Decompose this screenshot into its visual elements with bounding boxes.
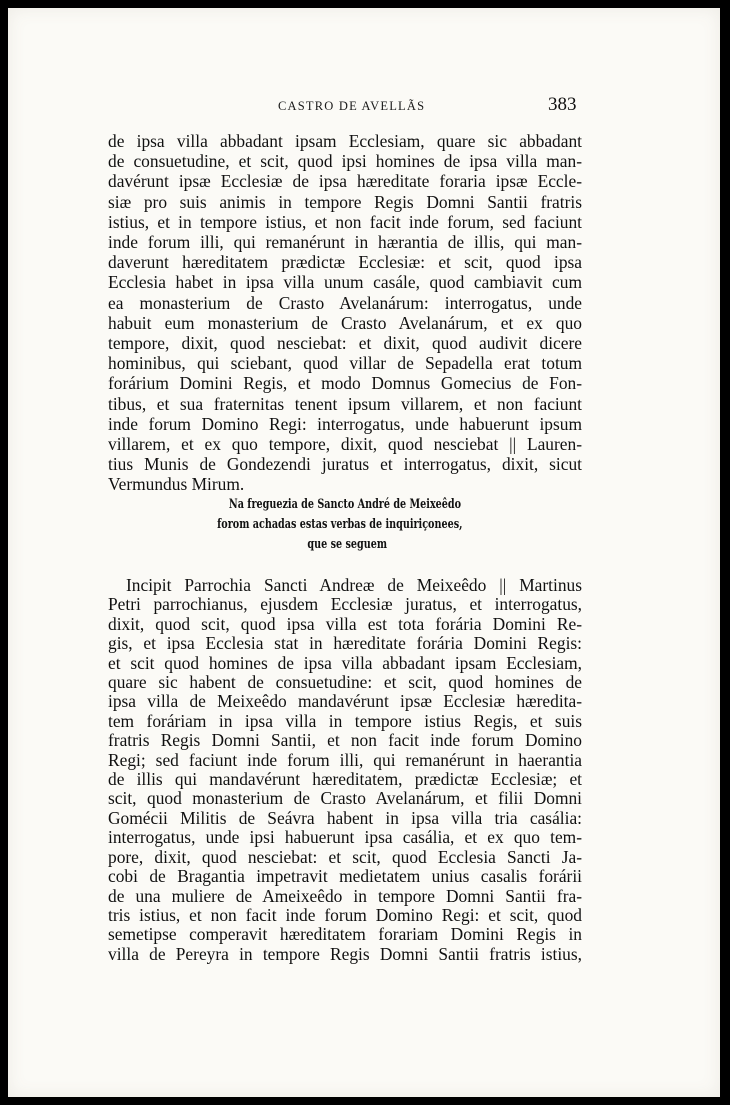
text-line: Incipit Parrochia Sancti Andreæ de Meixeêdo || Martinus [126, 575, 582, 595]
text-line: siæ pro suis animis in tempore Regis Domni Santii fratris [108, 191, 582, 212]
text-line: de illis qui mandavérunt hæreditatem, prædictæ Ecclesiæ; et [108, 769, 582, 790]
text-line: tris istius, et non facit inde forum Domino Regi: et scit, quod [108, 904, 582, 925]
section-heading-line: que se seguem [307, 537, 388, 552]
text-line: Gomécii Militis de Seávra habent in ipsa villa tria casália: [108, 807, 582, 828]
text-line: interrogatus, unde ipsi habuerunt ipsa casália, et ex quo tem- [108, 827, 582, 848]
text-line: ea monasterium de Crasto Avelanárum: interrogatus, unde [108, 292, 582, 313]
text-line: et scit quod homines de ipsa villa abbadant ipsam Ecclesiam, [108, 652, 582, 673]
text-line: scit, quod monasterium de Crasto Avelanárum, et filii Domni [108, 788, 582, 809]
running-head [8, 94, 720, 121]
text-line: davérunt ipsæ Ecclesiæ de ipsa hæreditate foraria ipsæ Eccle- [108, 171, 582, 192]
paragraph-castro-de-avellas [108, 131, 582, 495]
text-line: dixit, quod scit, quod ipsa villa est tota forária Domini Re- [108, 613, 582, 634]
text-line: Regi; sed faciunt inde forum illi, qui remanérunt in haerantia [108, 749, 582, 770]
text-line: istius, et in tempore istius, et non facit inde forum, sed faciunt [108, 211, 582, 232]
text-line: semetipse comperavit hæreditatem forariam Domini Regis in [108, 924, 582, 945]
page-number: 383 [548, 94, 577, 115]
section-heading [170, 495, 521, 555]
text-line: inde forum illi, qui remanérunt in hærantia de illis, qui man- [108, 232, 582, 253]
text-line: habuit eum monasterium de Crasto Avelanárum, et ex quo [108, 312, 582, 333]
text-line: tius Munis de Gondezendi juratus et interrogatus, dixit, sicut [108, 454, 582, 475]
text-line: ipsa villa de Meixeêdo mandavérunt ipsæ Ecclesiæ hæredita- [108, 691, 582, 712]
text-line: tibus, et sua fraternitas tenent ipsum villarem, et non faciunt [108, 393, 582, 414]
text-line: de ipsa villa abbadant ipsam Ecclesiam, quare sic abbadant [108, 131, 582, 151]
text-line: de una muliere de Ameixeêdo in tempore Domni Santii fra- [108, 885, 582, 906]
text-line: cobi de Bragantia impetravit medietatem unius casalis forárii [108, 866, 582, 887]
text-line: tempore, dixit, quod nesciebat: et dixit, quod audivit dicere [108, 333, 582, 354]
section-heading-line: forom achadas estas verbas de inquiriçonees, [217, 517, 463, 532]
text-line: fratris Regis Domni Santii, et non facit inde forum Domino [108, 730, 582, 751]
text-line: tem foráriam in ipsa villa in tempore istius Regis, et suis [108, 710, 582, 731]
text-line: villa de Pereyra in tempore Regis Domni Santii fratris istius, [108, 943, 582, 964]
text-line: daverunt hæreditatem prædictæ Ecclesiæ: et scit, quod ipsa [108, 252, 582, 273]
text-line: forárium Domini Regis, et modo Domnus Gomecius de Fon- [108, 373, 582, 394]
running-title: CASTRO DE AVELLÃS [278, 99, 426, 113]
text-line: quare sic habent de consuetudine: et scit, quod homines de [108, 672, 582, 693]
text-line: Ecclesia habet in ipsa villa unum casále, quod cambiavit cum [108, 272, 582, 293]
text-line: hominibus, qui sciebant, quod villar de Sepadella erat totum [108, 353, 582, 374]
text-line: de consuetudine, et scit, quod ipsi homines de ipsa villa man- [108, 151, 582, 172]
book-page [8, 8, 720, 1097]
text-line: gis, et ipsa Ecclesia stat in hæreditate forária Domini Regis: [108, 633, 582, 654]
text-line: Petri parrochianus, ejusdem Ecclesiæ juratus, et interrogatus, [108, 594, 582, 615]
text-line: inde forum Domino Regi: interrogatus, unde habuerunt ipsum [108, 413, 582, 434]
paragraph-meixeedo [108, 576, 582, 964]
text-line: pore, dixit, quod nesciebat: et scit, quod Ecclesia Sancti Ja- [108, 846, 582, 867]
text-line: Vermundus Mirum. [108, 474, 245, 495]
section-heading-line: Na freguezia de Sancto André de Meixeêdo [228, 497, 462, 512]
text-line: villarem, et ex quo tempore, dixit, quod nesciebat || Lauren- [108, 434, 582, 455]
